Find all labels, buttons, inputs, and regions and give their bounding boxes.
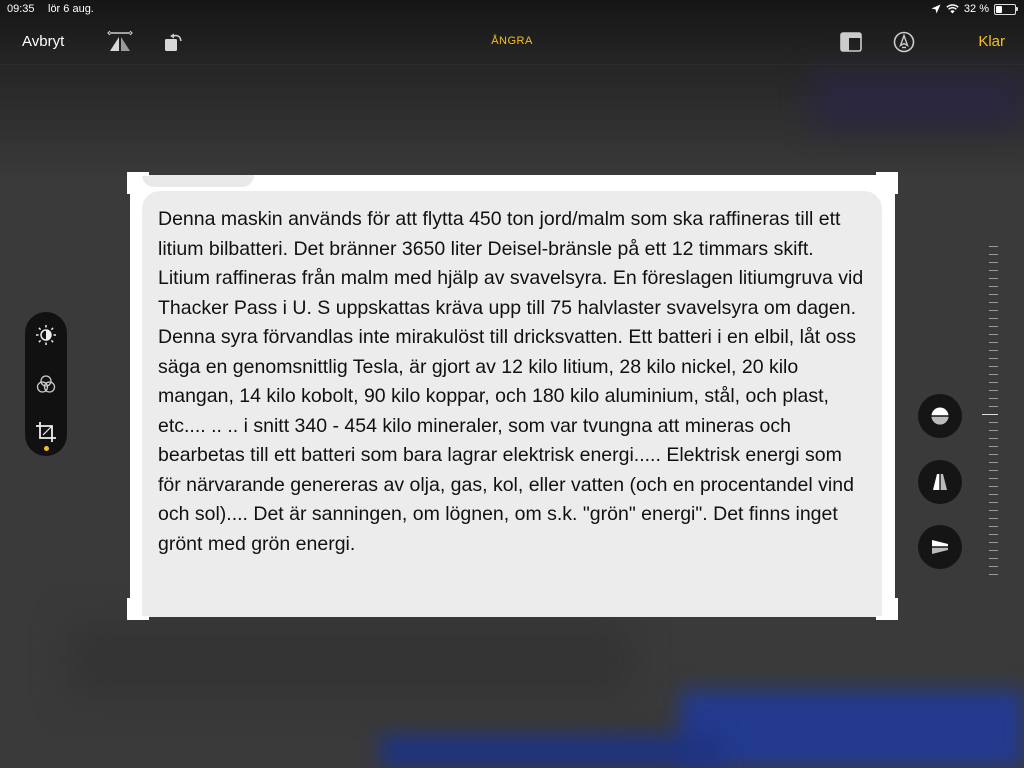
angle-ruler[interactable]: [986, 246, 1000, 586]
ruler-tick: [989, 558, 998, 559]
ruler-tick: [989, 310, 998, 311]
ruler-tick: [989, 262, 998, 263]
ruler-tick: [989, 390, 998, 391]
ruler-tick: [989, 574, 998, 575]
ruler-tick: [989, 254, 998, 255]
background-purple-blur: [810, 70, 1024, 130]
ruler-tick: [989, 302, 998, 303]
active-mode-dot: [44, 446, 49, 451]
ruler-tick: [989, 486, 998, 487]
rotate-icon[interactable]: [161, 30, 187, 54]
status-date: lör 6 aug.: [48, 3, 94, 15]
ruler-tick: [989, 270, 998, 271]
crop-handle-top-right[interactable]: [876, 172, 898, 194]
flip-horizontal-icon[interactable]: [107, 30, 133, 54]
adjust-icon[interactable]: [34, 323, 58, 347]
ruler-tick: [989, 278, 998, 279]
background-blue-blur-2: [380, 735, 720, 768]
status-time: 09:35: [7, 3, 35, 15]
ruler-tick: [989, 494, 998, 495]
ruler-tick: [989, 550, 998, 551]
markup-icon[interactable]: [891, 30, 917, 54]
ruler-tick: [989, 342, 998, 343]
location-arrow-icon: [931, 4, 941, 14]
ruler-tick: [989, 478, 998, 479]
crop-handle-top-left[interactable]: [127, 172, 149, 194]
crop-handle-bottom-right[interactable]: [876, 598, 898, 620]
ruler-tick: [989, 526, 998, 527]
ruler-tick: [989, 470, 998, 471]
ruler-tick: [989, 374, 998, 375]
ruler-tick: [989, 318, 998, 319]
ruler-tick: [989, 406, 998, 407]
ruler-tick: [989, 334, 998, 335]
vertical-perspective-icon: [918, 460, 962, 504]
battery-icon: [994, 4, 1016, 15]
ruler-tick: [989, 454, 998, 455]
message-bubble: [142, 191, 882, 617]
crop-frame[interactable]: [130, 175, 895, 617]
ruler-tick: [989, 358, 998, 359]
ruler-tick: [989, 326, 998, 327]
background-blue-blur: [680, 690, 1024, 768]
ruler-tick: [989, 510, 998, 511]
straighten-icon: [918, 394, 962, 438]
ruler-tick: [989, 542, 998, 543]
ruler-tick: [989, 350, 998, 351]
previous-message-bubble: [142, 175, 254, 187]
horizontal-perspective-icon: [918, 525, 962, 569]
ruler-tick: [982, 414, 998, 415]
background-gray-blur: [70, 625, 630, 695]
ruler-tick: [989, 366, 998, 367]
done-button[interactable]: Klar: [978, 33, 1005, 50]
ruler-tick: [989, 438, 998, 439]
ruler-tick: [989, 246, 998, 247]
undo-button[interactable]: ÅNGRA: [491, 35, 533, 47]
message-text: Denna maskin används för att flytta 450 ton jord/malm som ska raffineras till ett litium bilbatteri. Det bränner 3650 liter Deisel-bränsle på ett 12 timmars skift. Litium raffineras från malm med hjälp av svavelsyra. En föreslagen litiumgruva vid Thacker Pass i U. S uppskattas kräva upp till 75 halvlaster svavelsyra om dagen. Denna syra förvandlas inte mirakulöst till dricksvatten. Ett batteri i en elbil, låt oss säga en genomsnittlig Tesla, är gjort av 12 kilo litium, 28 kilo nickel, 20 kilo mangan, 14 kilo kobolt, 90 kilo koppar, och 180 kilo aluminium, stål, och plast, etc.... .. .. i snitt 340 - 454 kilo mineraler, som var tvungna att mineras och bearbetas till ett batteri som bara lagrar elektrisk energi..... Elektrisk energi som för närvarande genereras av olja, gas, kol, eller vatten (och en procentandel vind och sol).... Det är sanningen, om lögnen, om s.k. "grön" energi". Det finns inget grönt med grön energi.: [158, 208, 864, 555]
cancel-button[interactable]: Avbryt: [22, 33, 65, 50]
ruler-tick: [989, 430, 998, 431]
filters-icon[interactable]: [34, 372, 58, 396]
wifi-icon: [946, 4, 959, 14]
undo-container: [0, 35, 1024, 47]
ruler-tick: [989, 534, 998, 535]
edit-toolbar: [0, 20, 1024, 65]
ruler-tick: [989, 566, 998, 567]
ruler-tick: [989, 294, 998, 295]
ruler-tick: [989, 382, 998, 383]
crop-handle-bottom-left[interactable]: [127, 598, 149, 620]
ruler-tick: [989, 422, 998, 423]
edit-mode-selector: [25, 312, 67, 456]
horizontal-perspective-button[interactable]: [918, 525, 962, 569]
status-bar: [0, 0, 1024, 20]
crop-icon[interactable]: [34, 420, 58, 444]
vertical-perspective-button[interactable]: [918, 460, 962, 504]
ruler-tick: [989, 502, 998, 503]
ruler-tick: [989, 286, 998, 287]
ruler-tick: [989, 518, 998, 519]
straighten-button[interactable]: [918, 394, 962, 438]
aspect-ratio-icon[interactable]: [838, 30, 864, 54]
ruler-tick: [989, 462, 998, 463]
status-right: [931, 3, 1016, 15]
battery-percent: 32 %: [963, 3, 989, 15]
ruler-tick: [989, 398, 998, 399]
ruler-tick: [989, 446, 998, 447]
